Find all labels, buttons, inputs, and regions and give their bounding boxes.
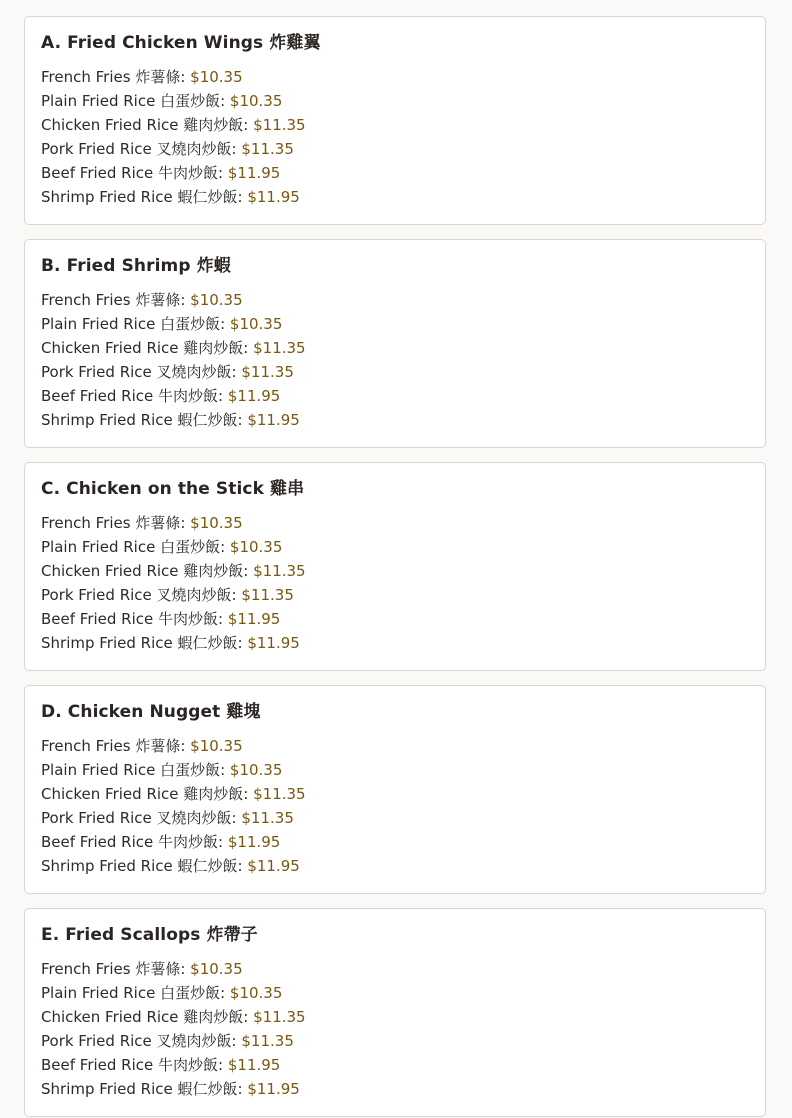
menu-item-name: French Fries 炸薯條 <box>41 960 181 978</box>
menu-item <box>41 782 749 806</box>
menu-item-price: $10.35 <box>190 737 243 755</box>
menu-item-price: $11.95 <box>247 857 300 875</box>
menu-item <box>41 854 749 878</box>
menu-item-price: $11.35 <box>241 140 294 158</box>
menu-item-name: Beef Fried Rice 牛肉炒飯 <box>41 387 219 405</box>
menu-item-name: Plain Fried Rice 白蛋炒飯 <box>41 92 221 110</box>
menu-item-price: $11.95 <box>247 411 300 429</box>
menu-item-price: $11.95 <box>247 634 300 652</box>
price-separator: : <box>231 363 242 381</box>
price-separator: : <box>218 833 228 851</box>
menu-item-list <box>41 288 749 432</box>
menu-item-name: Plain Fried Rice 白蛋炒飯 <box>41 538 221 556</box>
menu-item-price: $10.35 <box>190 68 243 86</box>
menu-item-price: $11.35 <box>253 1008 306 1026</box>
section-title: D. Chicken Nugget 雞塊 <box>41 702 261 722</box>
price-separator: : <box>220 315 230 333</box>
menu-item-name: Beef Fried Rice 牛肉炒飯 <box>41 164 219 182</box>
price-separator: : <box>237 1080 248 1098</box>
menu-section-card <box>24 685 766 894</box>
menu-item-name: Chicken Fried Rice 雞肉炒飯 <box>41 1008 244 1026</box>
price-separator: : <box>243 339 254 357</box>
price-separator: : <box>220 984 230 1002</box>
menu-item-name: Plain Fried Rice 白蛋炒飯 <box>41 761 221 779</box>
menu-item-name: Shrimp Fried Rice 蝦仁炒飯 <box>41 411 238 429</box>
menu-item-name: Shrimp Fried Rice 蝦仁炒飯 <box>41 1080 238 1098</box>
menu-item-price: $10.35 <box>190 960 243 978</box>
price-separator: : <box>243 562 254 580</box>
menu-item-price: $10.35 <box>229 984 283 1002</box>
section-title: C. Chicken on the Stick 雞串 <box>41 479 305 499</box>
menu-item-name: Pork Fried Rice 叉燒肉炒飯 <box>41 1032 232 1050</box>
menu-item-price: $11.95 <box>227 1056 281 1074</box>
menu-item <box>41 384 749 408</box>
menu-item <box>41 161 749 185</box>
menu-item-price: $11.35 <box>253 785 306 803</box>
menu-item-price: $11.35 <box>253 116 306 134</box>
menu-item-price: $11.95 <box>227 610 281 628</box>
menu-item-price: $11.95 <box>247 188 300 206</box>
menu-item-name: Shrimp Fried Rice 蝦仁炒飯 <box>41 188 238 206</box>
menu-item-price: $11.95 <box>227 387 281 405</box>
menu-item-price: $11.95 <box>247 1080 300 1098</box>
price-separator: : <box>243 116 254 134</box>
menu-item <box>41 113 749 137</box>
price-separator: : <box>231 140 242 158</box>
price-separator: : <box>180 960 191 978</box>
menu-item-list <box>41 511 749 655</box>
price-separator: : <box>231 1032 242 1050</box>
menu-item <box>41 511 749 535</box>
price-separator: : <box>237 857 248 875</box>
menu-item-price: $11.35 <box>241 1032 294 1050</box>
section-title: A. Fried Chicken Wings 炸雞翼 <box>41 33 321 53</box>
menu-item-list <box>41 65 749 209</box>
menu-item <box>41 583 749 607</box>
price-separator: : <box>180 68 191 86</box>
price-separator: : <box>180 737 191 755</box>
menu-item-price: $11.35 <box>253 339 306 357</box>
menu-section-card <box>24 908 766 1117</box>
price-separator: : <box>243 1008 254 1026</box>
price-separator: : <box>243 785 254 803</box>
menu-item <box>41 1029 749 1053</box>
menu-item <box>41 830 749 854</box>
menu-item-name: French Fries 炸薯條 <box>41 291 181 309</box>
menu-item <box>41 65 749 89</box>
menu-section-card <box>24 239 766 448</box>
menu-item-name: Pork Fried Rice 叉燒肉炒飯 <box>41 586 232 604</box>
menu-item <box>41 981 749 1005</box>
section-title: E. Fried Scallops 炸帶子 <box>41 925 258 945</box>
price-separator: : <box>218 1056 228 1074</box>
price-separator: : <box>180 291 191 309</box>
menu-item-price: $10.35 <box>229 761 283 779</box>
menu-item <box>41 336 749 360</box>
menu-item-name: Beef Fried Rice 牛肉炒飯 <box>41 610 219 628</box>
menu-item-list <box>41 734 749 878</box>
menu-item-name: French Fries 炸薯條 <box>41 514 181 532</box>
menu-item <box>41 360 749 384</box>
menu-item <box>41 758 749 782</box>
menu-item-name: French Fries 炸薯條 <box>41 737 181 755</box>
price-separator: : <box>218 164 228 182</box>
menu-item <box>41 734 749 758</box>
menu-item-price: $10.35 <box>229 92 283 110</box>
menu-section-card <box>24 462 766 671</box>
menu-item <box>41 559 749 583</box>
price-separator: : <box>231 809 242 827</box>
menu-item-name: Shrimp Fried Rice 蝦仁炒飯 <box>41 634 238 652</box>
price-separator: : <box>220 761 230 779</box>
menu-item <box>41 1053 749 1077</box>
menu-item <box>41 1005 749 1029</box>
menu-item-name: Pork Fried Rice 叉燒肉炒飯 <box>41 363 232 381</box>
menu-item-price: $10.35 <box>190 514 243 532</box>
menu-item-name: Plain Fried Rice 白蛋炒飯 <box>41 984 221 1002</box>
menu-item-name: Chicken Fried Rice 雞肉炒飯 <box>41 562 244 580</box>
menu-item-name: Chicken Fried Rice 雞肉炒飯 <box>41 116 244 134</box>
menu-item-name: Chicken Fried Rice 雞肉炒飯 <box>41 339 244 357</box>
menu-item-price: $11.95 <box>227 164 281 182</box>
menu-section-card <box>24 16 766 225</box>
price-separator: : <box>180 514 191 532</box>
price-separator: : <box>220 538 230 556</box>
menu-item-name: Pork Fried Rice 叉燒肉炒飯 <box>41 809 232 827</box>
menu-item-price: $11.35 <box>253 562 306 580</box>
menu-item <box>41 288 749 312</box>
price-separator: : <box>220 92 230 110</box>
menu-item-price: $11.35 <box>241 363 294 381</box>
menu-item-name: Beef Fried Rice 牛肉炒飯 <box>41 1056 219 1074</box>
menu-item <box>41 535 749 559</box>
menu-item <box>41 89 749 113</box>
menu-item <box>41 806 749 830</box>
menu-item <box>41 312 749 336</box>
menu-item <box>41 607 749 631</box>
menu-item-price: $10.35 <box>229 315 283 333</box>
menu-item-name: Beef Fried Rice 牛肉炒飯 <box>41 833 219 851</box>
menu-item <box>41 137 749 161</box>
menu-item-price: $11.35 <box>241 586 294 604</box>
menu-item-name: Plain Fried Rice 白蛋炒飯 <box>41 315 221 333</box>
price-separator: : <box>237 634 248 652</box>
menu-item <box>41 957 749 981</box>
menu-item-name: Shrimp Fried Rice 蝦仁炒飯 <box>41 857 238 875</box>
menu-item-price: $11.95 <box>227 833 281 851</box>
menu-item <box>41 408 749 432</box>
menu-item-name: Chicken Fried Rice 雞肉炒飯 <box>41 785 244 803</box>
menu-item-price: $11.35 <box>241 809 294 827</box>
menu-item <box>41 631 749 655</box>
price-separator: : <box>237 411 248 429</box>
menu-item <box>41 185 749 209</box>
menu-item-name: Pork Fried Rice 叉燒肉炒飯 <box>41 140 232 158</box>
price-separator: : <box>237 188 248 206</box>
menu-item-name: French Fries 炸薯條 <box>41 68 181 86</box>
menu-item-price: $10.35 <box>190 291 243 309</box>
price-separator: : <box>218 610 228 628</box>
menu-item-price: $10.35 <box>229 538 283 556</box>
price-separator: : <box>218 387 228 405</box>
section-title: B. Fried Shrimp 炸蝦 <box>41 256 231 276</box>
menu-item-list <box>41 957 749 1101</box>
price-separator: : <box>231 586 242 604</box>
menu-item <box>41 1077 749 1101</box>
